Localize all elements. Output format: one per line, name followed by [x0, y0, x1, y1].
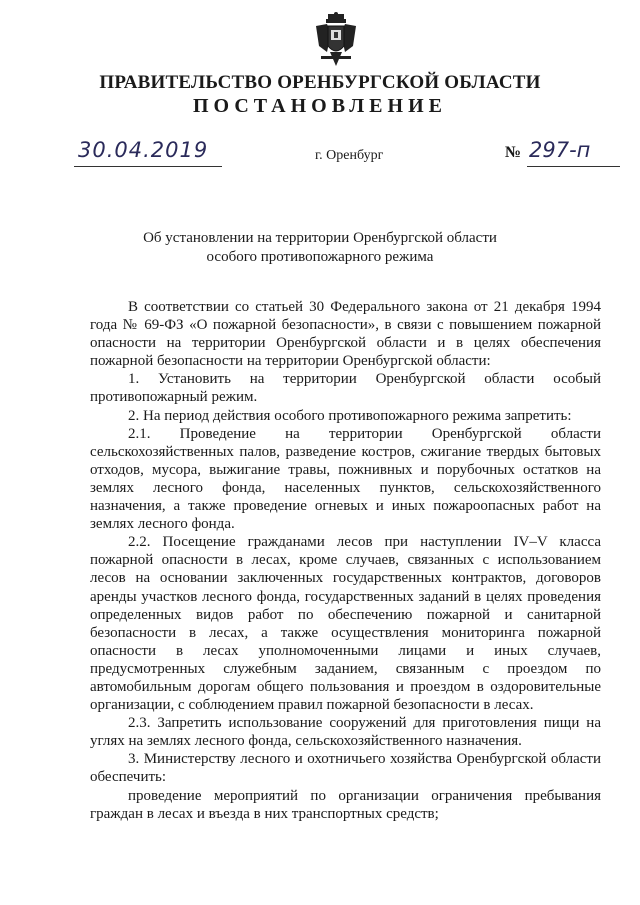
paragraph: 2.2. Посещение гражданами лесов при наступлении IV–V класса пожарной опасности в лесах, кроме случаев, связанных с использованием лесов на основании заключенных государственных контрактов, договоров аренды участков лесного фонда, государственных заданий в целях проведения определенных видов работ по обеспечению пожарной и санитарной безопасности в лесах, а также осуществления мониторинга пожарной опасности в лесах уполномоченными лицами и иных случаев, предусмотренных служебным заданием, связанным с проездом по автомобильным дорогам общего пользования и проездом в оздоровительные организации, с соблюдением правил пожарной безопасности в лесах.: [90, 534, 601, 714]
city-label: г. Оренбург: [315, 148, 384, 163]
paragraph: 2.3. Запретить использование сооружений для приготовления пищи на углях на землях лесного фонда, сельскохозяйственного назначения.: [90, 715, 601, 750]
handwritten-date: 30.04.2019: [78, 138, 209, 162]
document-body: [90, 298, 601, 823]
coat-of-arms-icon: [313, 12, 359, 68]
paragraph: 3. Министерству лесного и охотничьего хозяйства Оренбургской области обеспечить:: [90, 751, 601, 786]
paragraph: проведение мероприятий по организации ограничения пребывания граждан в лесах и въезда в них транспортных средств;: [90, 787, 601, 822]
paragraph: 2. На период действия особого противопожарного режима запретить:: [128, 407, 572, 424]
document-type: ПОСТАНОВЛЕНИЕ: [193, 95, 447, 117]
number-underline: [527, 166, 620, 167]
number-sign: №: [505, 144, 522, 161]
heading-line-1: Об установлении на территории Оренбургской области: [143, 230, 497, 246]
heading-line-2: особого противопожарного режима: [206, 249, 434, 265]
number-field: [505, 138, 620, 168]
paragraph: В соответствии со статьей 30 Федерального закона от 21 декабря 1994 года № 69-ФЗ «О пожарной безопасности», в связи с повышением пожарной опасности на территории Оренбургской области и в целях обеспечения пожарной безопасности на территории Оренбургской области:: [90, 299, 601, 370]
paragraph: 1. Установить на территории Оренбургской области особый противопожарный режим.: [90, 371, 601, 406]
date-underline: [74, 166, 222, 167]
paragraph: 2.1. Проведение на территории Оренбургской области сельскохозяйственных палов, разведение костров, сжигание твердых бытовых отходов, мусора, выжигание травы, пожнивных и порубочных остатков на землях лесного фонда, населенных пунктов, сельскохозяйственного назначения, а также проведение огневых и иных пожароопасных работ на землях лесного фонда.: [90, 425, 601, 533]
handwritten-number: 297-п: [529, 138, 591, 162]
document-heading: [100, 229, 540, 267]
date-field: [74, 138, 222, 168]
government-title: ПРАВИТЕЛЬСТВО ОРЕНБУРГСКОЙ ОБЛАСТИ: [99, 72, 541, 93]
